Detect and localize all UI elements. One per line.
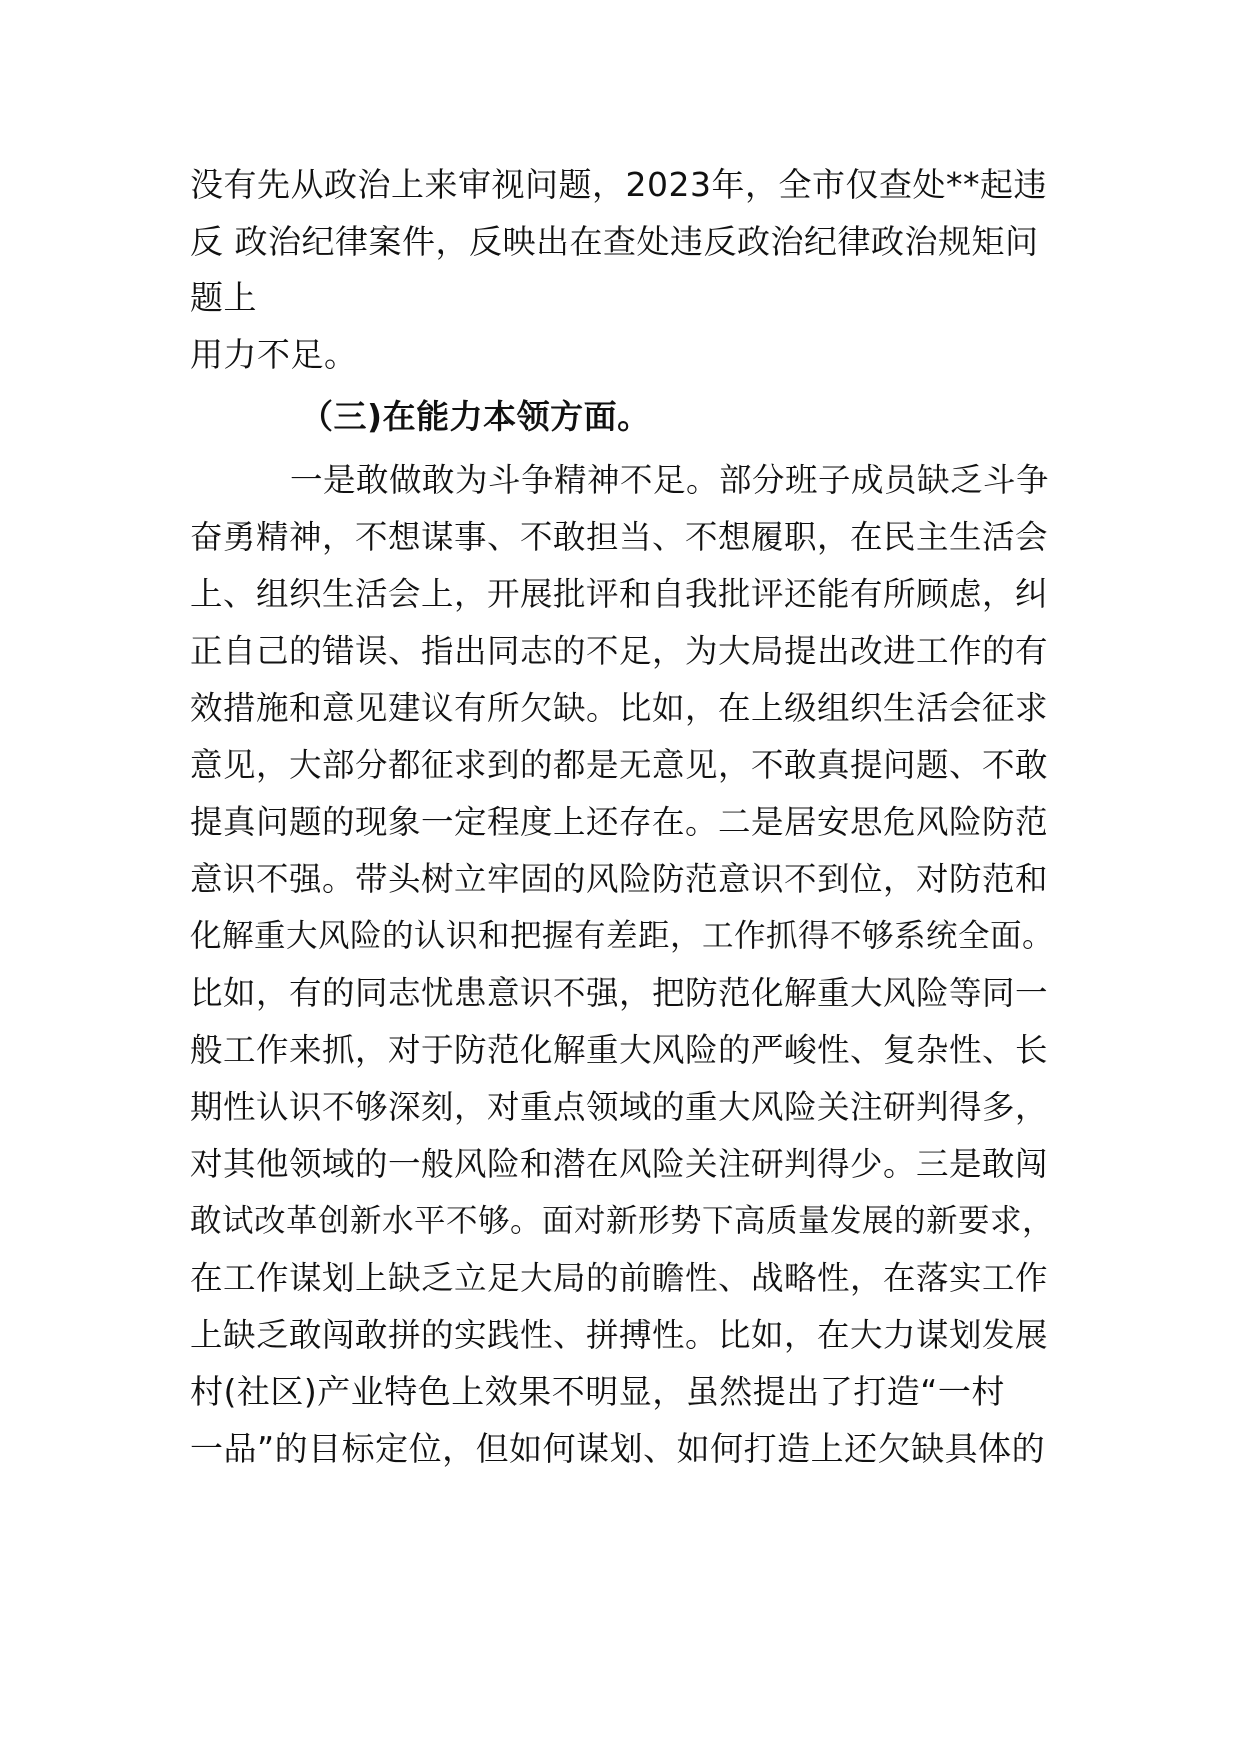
text-line: 意识不强。带头树立牢固的风险防范意识不到位，对防范和 (190, 860, 1049, 898)
section-heading: （三)在能力本领方面。 (300, 397, 651, 436)
text-line: 化解重大风险的认识和把握有差距，工作抓得不够系统全面。 (190, 918, 1055, 954)
paragraph-first-line: 一是敢做敢为斗争精神不足。部分班子成员缺乏斗争 (290, 461, 1050, 499)
text-line: 奋勇精神，不想谋事、不敢担当、不想履职，在民主生活会 (190, 518, 1049, 556)
text-line: 敢试改革创新水平不够。面对新形势下高质量发展的新要求， (190, 1203, 1055, 1239)
text-line: 对其他领域的一般风险和潜在风险关注研判得少。三是敢闯 (190, 1145, 1049, 1183)
text-line: 意见，大部分都征求到的都是无意见，不敢真提问题、不敢 (190, 746, 1049, 784)
text-line: 题上 (190, 278, 257, 317)
text-line: 期性认识不够深刻，对重点领域的重大风险关注研判得多， (190, 1088, 1049, 1126)
text-line: 上、组织生活会上，开展批评和自我批评还能有所顾虑，纠 (190, 575, 1049, 613)
text-line: 正自己的错误、指出同志的不足，为大局提出改进工作的有 (190, 632, 1049, 670)
text-line: 村(社区)产业特色上效果不明显，虽然提出了打造“一村 (190, 1372, 1005, 1411)
text-line: 提真问题的现象一定程度上还存在。二是居安思危风险防范 (190, 803, 1049, 841)
text-line: 反 政治纪律案件，反映出在查处违反政治纪律政治规矩问 (190, 222, 1039, 261)
text-line: 在工作谋划上缺乏立足大局的前瞻性、战略性，在落实工作 (190, 1259, 1049, 1297)
text-line: 用力不足。 (190, 335, 358, 374)
text-line: 没有先从政治上来审视问题，2023年，全市仅查处**起违 (190, 165, 1047, 204)
text-line: 一品”的目标定位，但如何谋划、如何打造上还欠缺具体的 (190, 1429, 1046, 1468)
text-line: 比如，有的同志忧患意识不强，把防范化解重大风险等同一 (190, 974, 1049, 1012)
text-line: 上缺乏敢闯敢拼的实践性、拼搏性。比如，在大力谋划发展 (190, 1316, 1049, 1354)
text-line: 效措施和意见建议有所欠缺。比如，在上级组织生活会征求 (190, 689, 1049, 727)
text-line: 般工作来抓，对于防范化解重大风险的严峻性、复杂性、长 (190, 1031, 1049, 1069)
